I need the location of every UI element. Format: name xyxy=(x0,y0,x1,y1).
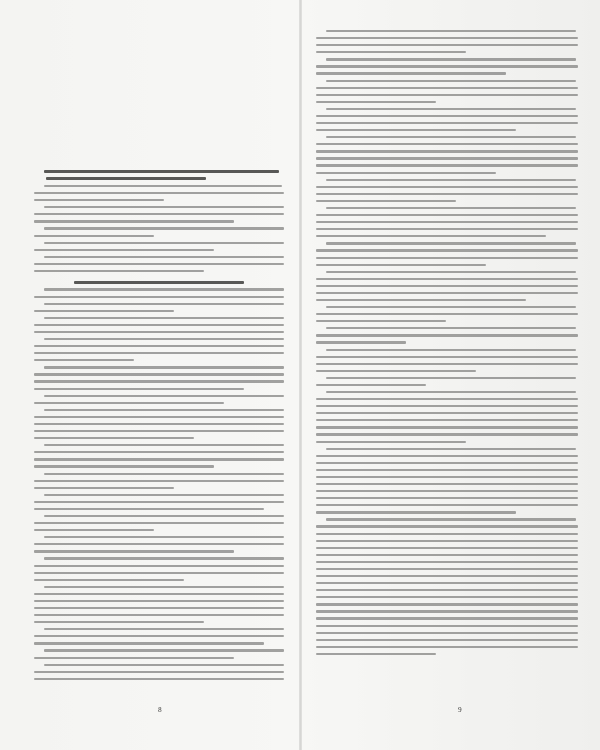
text-line xyxy=(316,504,578,506)
text-line xyxy=(34,678,284,680)
text-line xyxy=(316,193,578,195)
text-line xyxy=(44,227,284,229)
text-line xyxy=(34,635,284,637)
text-line xyxy=(44,444,284,446)
text-line xyxy=(34,621,204,623)
text-line xyxy=(316,101,436,103)
text-line xyxy=(326,306,576,308)
text-line xyxy=(34,671,284,673)
text-line xyxy=(316,51,466,53)
text-line xyxy=(316,384,426,386)
text-line xyxy=(34,642,264,644)
text-line xyxy=(326,391,576,393)
text-line xyxy=(34,430,284,432)
text-line xyxy=(34,522,284,524)
text-line xyxy=(326,207,576,209)
text-line xyxy=(316,582,578,584)
text-line xyxy=(316,164,578,166)
text-line xyxy=(34,607,284,609)
text-line xyxy=(316,646,578,648)
text-line xyxy=(326,271,576,273)
text-line xyxy=(34,543,284,545)
text-line xyxy=(316,596,578,598)
text-line xyxy=(316,625,578,627)
text-line xyxy=(326,242,576,244)
text-line xyxy=(316,490,578,492)
right-text-block xyxy=(316,30,578,660)
text-line xyxy=(326,518,576,520)
text-line xyxy=(316,264,486,266)
text-line xyxy=(316,72,506,74)
text-line xyxy=(316,433,578,435)
text-line xyxy=(316,249,578,251)
text-line xyxy=(44,664,284,666)
text-line xyxy=(316,412,578,414)
text-line xyxy=(316,363,578,365)
text-line xyxy=(316,540,578,542)
text-line xyxy=(44,366,284,368)
subheading-line xyxy=(46,177,206,180)
text-line xyxy=(316,356,578,358)
text-line xyxy=(44,473,284,475)
text-line xyxy=(316,334,578,336)
text-line xyxy=(44,536,284,538)
text-line xyxy=(316,554,578,556)
text-line xyxy=(316,172,496,174)
text-line xyxy=(316,568,578,570)
text-line xyxy=(316,483,578,485)
text-line xyxy=(34,324,284,326)
text-line xyxy=(34,501,284,503)
text-line xyxy=(326,448,576,450)
text-line xyxy=(326,80,576,82)
right-page xyxy=(300,0,600,750)
section-heading-line xyxy=(74,281,244,284)
text-line xyxy=(34,593,284,595)
text-line xyxy=(34,199,164,201)
text-line xyxy=(316,94,578,96)
text-line xyxy=(34,600,284,602)
text-line xyxy=(34,220,234,222)
text-line xyxy=(316,292,578,294)
text-line xyxy=(44,206,284,208)
text-line xyxy=(34,296,284,298)
text-line xyxy=(316,278,578,280)
text-line xyxy=(34,480,284,482)
text-line xyxy=(316,639,578,641)
text-line xyxy=(316,87,578,89)
text-line xyxy=(34,388,244,390)
text-line xyxy=(44,288,284,290)
text-line xyxy=(316,426,578,428)
text-line xyxy=(326,136,576,138)
text-line xyxy=(34,550,234,552)
text-line xyxy=(316,228,578,230)
text-line xyxy=(34,508,264,510)
text-line xyxy=(34,458,284,460)
text-line xyxy=(44,628,284,630)
text-line xyxy=(34,380,284,382)
text-line xyxy=(34,529,154,531)
text-line xyxy=(316,533,578,535)
text-line xyxy=(316,370,476,372)
text-line xyxy=(44,649,284,651)
text-line xyxy=(34,270,204,272)
text-line xyxy=(316,525,578,527)
text-line xyxy=(44,586,284,588)
text-line xyxy=(44,338,284,340)
text-line xyxy=(316,129,516,131)
text-line xyxy=(316,561,578,563)
text-line xyxy=(316,320,446,322)
text-line xyxy=(326,327,576,329)
text-line xyxy=(34,657,234,659)
text-line xyxy=(44,395,284,397)
text-line xyxy=(34,451,284,453)
text-line xyxy=(44,557,284,559)
text-line xyxy=(316,575,578,577)
text-line xyxy=(316,65,578,67)
text-line xyxy=(44,494,284,496)
text-line xyxy=(34,249,214,251)
text-line xyxy=(44,317,284,319)
text-line xyxy=(316,441,466,443)
text-line xyxy=(316,143,578,145)
text-line xyxy=(316,653,436,655)
text-line xyxy=(316,603,578,605)
text-line xyxy=(316,150,578,152)
text-line xyxy=(316,200,456,202)
text-line xyxy=(316,632,578,634)
text-line xyxy=(34,235,154,237)
text-line xyxy=(34,310,174,312)
text-line xyxy=(326,108,576,110)
text-line xyxy=(34,345,284,347)
text-line xyxy=(34,487,174,489)
text-line xyxy=(316,186,578,188)
text-line xyxy=(316,214,578,216)
text-line xyxy=(34,565,284,567)
text-line xyxy=(34,263,284,265)
text-line xyxy=(44,185,282,187)
text-line xyxy=(44,515,284,517)
text-line xyxy=(44,242,284,244)
text-line xyxy=(34,192,284,194)
text-line xyxy=(316,285,578,287)
text-line xyxy=(316,44,578,46)
text-line xyxy=(326,58,576,60)
text-line xyxy=(316,617,578,619)
text-line xyxy=(34,213,284,215)
text-line xyxy=(326,179,576,181)
text-line xyxy=(34,359,134,361)
text-line xyxy=(316,511,516,513)
text-line xyxy=(316,589,578,591)
text-line xyxy=(34,465,214,467)
text-line xyxy=(316,115,578,117)
text-line xyxy=(316,299,526,301)
text-line xyxy=(34,352,284,354)
text-line xyxy=(316,235,546,237)
text-line xyxy=(44,256,284,258)
text-line xyxy=(34,437,194,439)
text-line xyxy=(34,373,284,375)
text-line xyxy=(316,547,578,549)
text-line xyxy=(316,313,578,315)
text-line xyxy=(316,405,578,407)
page-number-right: 9 xyxy=(458,706,462,714)
text-line xyxy=(34,579,184,581)
text-line xyxy=(44,303,284,305)
text-line xyxy=(34,423,284,425)
text-line xyxy=(316,221,578,223)
text-line xyxy=(316,462,578,464)
text-line xyxy=(316,476,578,478)
text-line xyxy=(316,341,406,343)
text-line xyxy=(326,349,576,351)
text-line xyxy=(316,37,578,39)
text-line xyxy=(316,455,578,457)
text-line xyxy=(326,30,576,32)
text-line xyxy=(316,497,578,499)
section-heading-line xyxy=(44,170,279,173)
text-line xyxy=(34,331,284,333)
text-line xyxy=(316,610,578,612)
text-line xyxy=(316,469,578,471)
text-line xyxy=(316,157,578,159)
text-line xyxy=(316,257,578,259)
left-text-block xyxy=(34,170,284,685)
text-line xyxy=(34,402,224,404)
text-line xyxy=(34,614,284,616)
text-line xyxy=(326,377,576,379)
text-line xyxy=(316,398,578,400)
text-line xyxy=(44,409,284,411)
text-line xyxy=(34,572,284,574)
text-line xyxy=(34,416,284,418)
text-line xyxy=(316,122,578,124)
page-number-left: 8 xyxy=(158,706,162,714)
text-line xyxy=(316,419,578,421)
